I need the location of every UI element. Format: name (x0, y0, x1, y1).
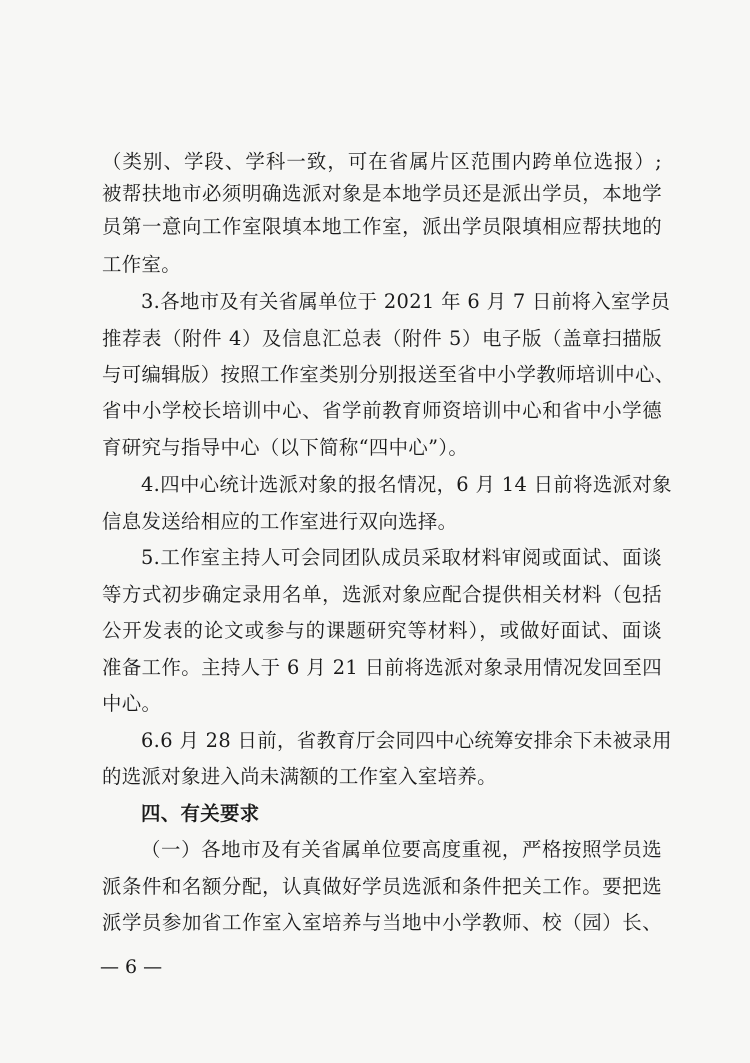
text-line: 派条件和名额分配，认真做好学员选派和条件把关工作。要把选 (102, 875, 662, 898)
text-line: 育研究与指导中心（以下简称“四中心”）。 (102, 436, 469, 459)
text-line: 5.工作室主持人可会同团队成员采取材料审阅或面试、面谈 (141, 546, 662, 569)
text-line: 员第一意向工作室限填本地工作室，派出学员限填相应帮扶地的 (102, 215, 662, 238)
text-line: 省中小学校长培训中心、省学前教育师资培训中心和省中小学德 (102, 399, 662, 422)
text-line: 推荐表（附件 4）及信息汇总表（附件 5）电子版（盖章扫描版 (102, 327, 662, 350)
text-line: 公开发表的论文或参与的课题研究等材料），或做好面试、面谈 (102, 619, 662, 642)
text-line: 等方式初步确定录用名单，选派对象应配合提供相关材料（包括 (102, 583, 662, 606)
text-line: 准备工作。主持人于 6 月 21 日前将选派对象录用情况发回至四 (102, 656, 662, 679)
page-number: — 6 — (100, 956, 163, 978)
text-line: 4.四中心统计选派对象的报名情况，6 月 14 日前将选派对象 (141, 473, 672, 496)
text-line: 被帮扶地市必须明确选派对象是本地学员还是派出学员，本地学 (102, 182, 662, 205)
text-line: （类别、学段、学科一致，可在省属片区范围内跨单位选报）; (102, 150, 662, 173)
text-line: 6.6 月 28 日前，省教育厅会同四中心统筹安排余下未被录用 (141, 729, 672, 752)
text-line: 派学员参加省工作室入室培养与当地中小学教师、校（园）长、 (102, 911, 662, 934)
text-line: 3.各地市及有关省属单位于 2021 年 6 月 7 日前将入室学员 (141, 290, 671, 313)
text-line: 工作室。 (102, 253, 181, 276)
text-line: （一）各地市及有关省属单位要高度重视，严格按照学员选 (141, 838, 662, 861)
text-line: 与可编辑版）按照工作室类别分别报送至省中小学教师培训中心、 (102, 363, 675, 386)
text-line: 中心。 (102, 692, 162, 715)
text-line: 信息发送给相应的工作室进行双向选择。 (102, 510, 458, 533)
text-line: 的选派对象进入尚未满额的工作室入室培养。 (102, 765, 497, 788)
section-heading: 四、有关要求 (141, 802, 260, 825)
